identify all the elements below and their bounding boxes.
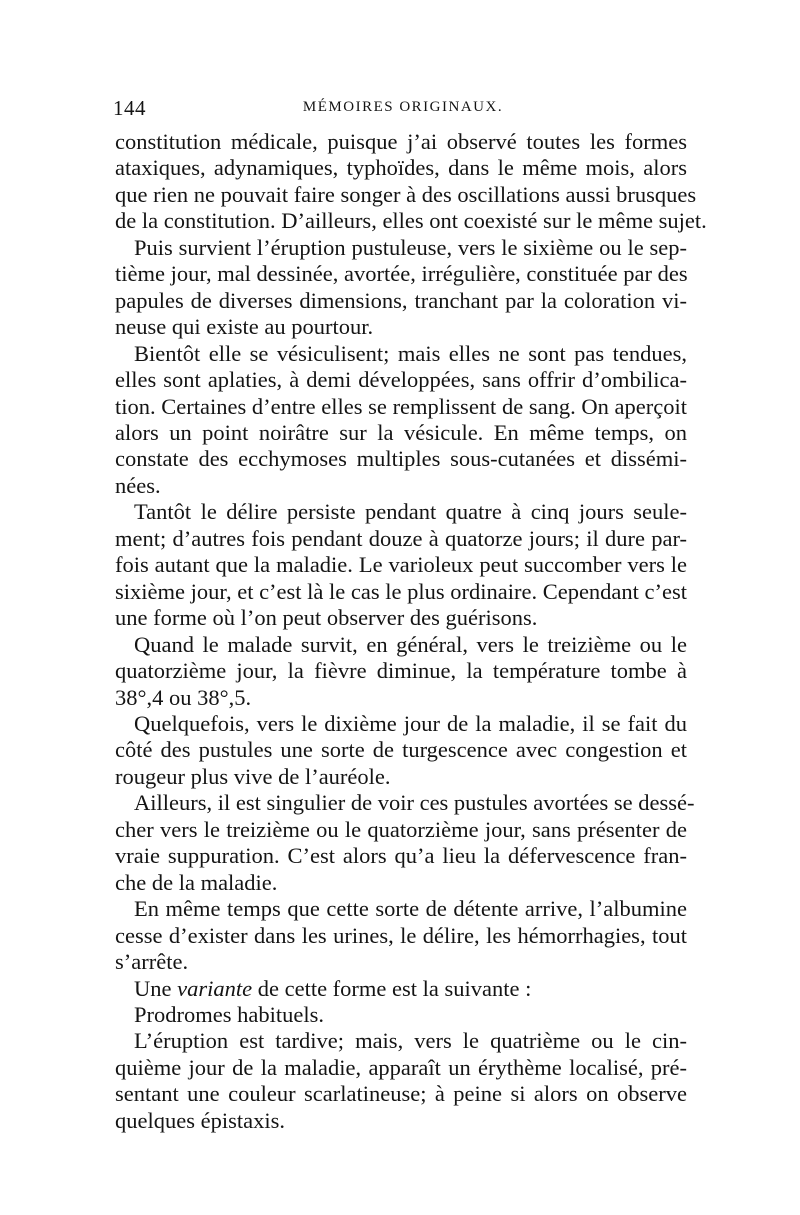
text-line: fois autant que la maladie. Le varioleux peut succomber vers le (115, 552, 687, 578)
paragraph (115, 711, 687, 790)
paragraph (115, 632, 687, 711)
text-line: Quand le malade survit, en général, vers le treizième ou le (134, 631, 687, 657)
text-line: Quelquefois, vers le dixième jour de la maladie, il se fait du (134, 710, 687, 736)
text-line: nées. (115, 472, 161, 498)
text-line: constate des ecchymoses multiples sous-cutanées et dissémi- (115, 446, 687, 472)
text-line: une forme où l’on peut observer des guérisons. (115, 605, 538, 631)
paragraph (115, 896, 687, 975)
paragraph (115, 976, 687, 1002)
text-line: cher vers le treizième ou le quatorzième jour, sans présenter de (115, 816, 687, 842)
text-line: côté des pustules une sorte de turgescence avec congestion et (115, 737, 687, 763)
text-line: Bientôt elle se vésiculisent; mais elles ne sont pas tendues, (134, 340, 687, 366)
text-line: sentant une couleur scarlatineuse; à peine si alors on observe (115, 1081, 687, 1107)
paragraph (115, 1002, 687, 1028)
text-line: cesse d’exister dans les urines, le délire, les hémorrhagies, tout (115, 922, 687, 948)
text-line: neuse qui existe au pourtour. (115, 314, 374, 340)
body-text (115, 129, 707, 1134)
paragraph (115, 499, 687, 631)
text-line: de la constitution. D’ailleurs, elles ont coexisté sur le même sujet. (115, 208, 707, 234)
text-line: Puis survient l’éruption pustuleuse, vers le sixième ou le sep- (134, 234, 687, 260)
paragraph (115, 341, 687, 500)
text-line: En même temps que cette sorte de détente arrive, l’albumine (134, 896, 687, 922)
text-line: Prodromes habituels. (134, 1001, 324, 1027)
text-line: L’éruption est tardive; mais, vers le quatrième ou le cin- (134, 1028, 687, 1054)
text-line: che de la maladie. (115, 869, 278, 895)
text-line: vraie suppuration. C’est alors qu’a lieu la défervescence fran- (115, 843, 687, 869)
text-line: Tantôt le délire persiste pendant quatre à cinq jours seule- (134, 499, 687, 525)
text-line: papules de diverses dimensions, tranchant par la coloration vi- (115, 287, 687, 313)
text-line: s’arrête. (115, 949, 189, 975)
text-line: quelques épistaxis. (115, 1107, 285, 1133)
text-line: quième jour de la maladie, apparaît un érythème localisé, pré- (115, 1054, 687, 1080)
paragraph (115, 1028, 687, 1134)
paragraph (115, 235, 687, 341)
text-line: 38°,4 ou 38°,5. (115, 684, 252, 710)
paragraph (115, 790, 695, 896)
text-line: quatorzième jour, la fièvre diminue, la température tombe à (115, 658, 687, 684)
text-line: tième jour, mal dessinée, avortée, irrégulière, constituée par des (115, 261, 688, 287)
text-line: que rien ne pouvait faire songer à des oscillations aussi brusques (115, 181, 697, 207)
text-line: Ailleurs, il est singulier de voir ces pustules avortées se dessé- (134, 790, 695, 816)
text-line: ment; d’autres fois pendant douze à quatorze jours; il dure par- (115, 525, 687, 551)
page-number: 144 (113, 96, 146, 120)
text-line: alors un point noirâtre sur la vésicule. En même temps, on (115, 419, 687, 445)
paragraph (115, 129, 707, 235)
text-line: elles sont aplaties, à demi développées, sans offrir d’ombilica- (115, 367, 687, 393)
running-title: MÉMOIRES ORIGINAUX. (302, 99, 504, 115)
text-line: constitution médicale, puisque j’ai observé toutes les formes (115, 129, 687, 154)
text-line: ataxiques, adynamiques, typhoïdes, dans le même mois, alors (115, 155, 687, 181)
emphasized-word: variante (177, 975, 253, 1001)
text-line: rougeur plus vive de l’auréole. (115, 763, 391, 789)
text-line: Une variante de cette forme est la suivante : (134, 975, 532, 1001)
text-line: tion. Certaines d’entre elles se remplissent de sang. On aperçoit (115, 393, 687, 419)
text-line: sixième jour, et c’est là le cas le plus ordinaire. Cependant c’est (115, 578, 688, 604)
running-head (113, 96, 693, 126)
